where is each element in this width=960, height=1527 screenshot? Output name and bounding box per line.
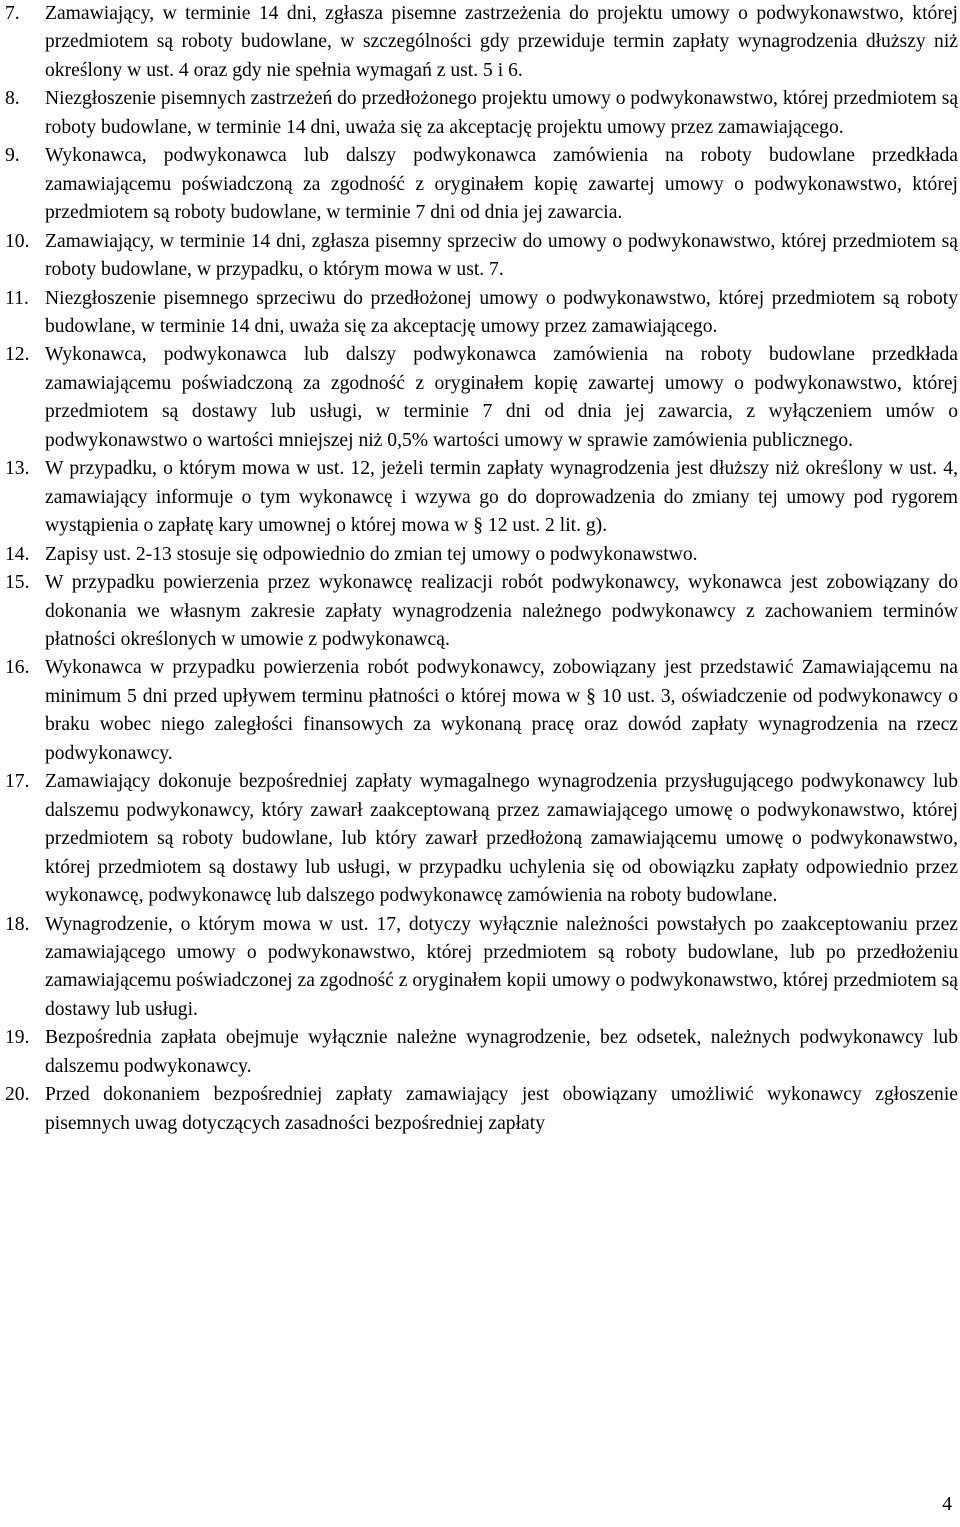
item-text: Zapisy ust. 2-13 stosuje się odpowiednio do zmian tej umowy o podwykonawstwo. — [45, 543, 698, 565]
list-item — [5, 0, 958, 85]
item-number: 10. — [5, 230, 30, 252]
list-item — [5, 768, 958, 910]
item-text: Zamawiający dokonuje bezpośredniej zapłaty wymagalnego wynagrodzenia przysługującego podwykonawcy lub dalszemu podwykonawcy, który zawarł zaakceptowaną przez zamawiającego umowę o podwykonawstwo, której przedmiotem są roboty budowlane, lub który zawarł przedłożoną zamawiającemu umowę o podwykonawstwo, której przedmiotem są dostawy lub usługi, w przypadku uchylenia się od obowiązku zapłaty odpowiednio przez wykonawcę, podwykonawcę lub dalszego podwykonawcę zamówienia na roboty budowlane. — [45, 771, 958, 907]
item-text: Wynagrodzenie, o którym mowa w ust. 17, dotyczy wyłącznie należności powstałych po zaakceptowaniu przez zamawiającego umowy o podwykonawstwo, której przedmiotem są roboty budowlane, lub po przedłożeniu zamawiającemu poświadczonej za zgodność z oryginałem kopii umowy o podwykonawstwo, której przedmiotem są dostawy lub usługi. — [45, 913, 958, 1020]
item-number: 19. — [5, 1027, 30, 1049]
item-text: Wykonawca w przypadku powierzenia robót podwykonawcy, zobowiązany jest przedstawić Zamawiającemu na minimum 5 dni przed upływem terminu płatności o której mowa w § 10 ust. 3, oświadczenie od podwykonawcy o braku wobec niego zaległości finansowych za wykonaną pracę oraz dowód zapłaty wynagrodzenia na rzecz podwykonawcy. — [45, 657, 958, 764]
item-number: 14. — [5, 543, 30, 565]
item-text: Przed dokonaniem bezpośredniej zapłaty zamawiający jest obowiązany umożliwić wykonawcy zgłoszenie pisemnych uwag dotyczących zasadności bezpośredniej zapłaty — [45, 1084, 958, 1134]
item-number: 9. — [5, 145, 20, 167]
item-text: W przypadku powierzenia przez wykonawcę realizacji robót podwykonawcy, wykonawca jest zobowiązany do dokonania we własnym zakresie zapłaty wynagrodzenia należnego podwykonawcy z zachowaniem terminów płatności określonych w umowie z podwykonawcą. — [45, 572, 958, 650]
item-text: Bezpośrednia zapłata obejmuje wyłącznie należne wynagrodzenie, bez odsetek, należnych podwykonawcy lub dalszemu podwykonawcy. — [45, 1027, 958, 1077]
item-text: Niezgłoszenie pisemnych zastrzeżeń do przedłożonego projektu umowy o podwykonawstwo, której przedmiotem są roboty budowlane, w terminie 14 dni, uważa się za akceptację projektu umowy przez zamawiającego. — [45, 88, 959, 138]
list-item — [5, 541, 958, 569]
item-number: 18. — [5, 913, 30, 935]
item-text: Niezgłoszenie pisemnego sprzeciwu do przedłożonej umowy o podwykonawstwo, której przedmiotem są roboty budowlane, w terminie 14 dni, uważa się za akceptację umowy przez zamawiającego. — [45, 287, 958, 337]
item-number: 20. — [5, 1084, 30, 1106]
item-text: Zamawiający, w terminie 14 dni, zgłasza pisemne zastrzeżenia do projektu umowy o podwykonawstwo, której przedmiotem są roboty budowlane, w szczególności gdy przewiduje termin zapłaty wynagrodzenia dłuższy niż określony w ust. 4 oraz gdy nie spełnia wymagań z ust. 5 i 6. — [45, 3, 958, 81]
item-number: 7. — [5, 3, 20, 24]
list-item — [5, 455, 958, 540]
item-text: W przypadku, o którym mowa w ust. 12, jeżeli termin zapłaty wynagrodzenia jest dłuższy niż określony w ust. 4, zamawiający informuje o tym wykonawcę i wzywa go do doprowadzenia do zmiany tej umowy pod rygorem wystąpienia o zapłatę kary umownej o której mowa w § 12 ust. 2 lit. g). — [45, 458, 958, 537]
document-page — [5, 0, 958, 1138]
item-number: 13. — [5, 458, 30, 480]
item-number: 8. — [5, 88, 20, 110]
list-item — [5, 85, 958, 142]
list-item — [5, 911, 958, 1025]
list-item — [5, 142, 958, 227]
list-item — [5, 1081, 958, 1138]
item-text: Zamawiający, w terminie 14 dni, zgłasza pisemny sprzeciw do umowy o podwykonawstwo, której przedmiotem są roboty budowlane, w przypadku, o którym mowa w ust. 7. — [45, 230, 958, 281]
list-item — [5, 569, 958, 654]
numbered-list — [5, 0, 958, 1138]
list-item — [5, 228, 958, 285]
item-number: 15. — [5, 572, 30, 594]
item-number: 12. — [5, 344, 30, 366]
item-number: 11. — [5, 287, 29, 309]
item-number: 17. — [5, 771, 30, 793]
list-item — [5, 654, 958, 768]
list-item — [5, 285, 958, 342]
list-item — [5, 1024, 958, 1081]
item-text: Wykonawca, podwykonawca lub dalszy podwykonawca zamówienia na roboty budowlane przedkłada zamawiającemu poświadczoną za zgodność z oryginałem kopię zawartej umowy o podwykonawstwo, której przedmiotem są dostawy lub usługi, w terminie 7 dni od dnia jej zawarcia, z wyłączeniem umów o podwykonawstwo o wartości mniejszej niż 0,5% wartości umowy w sprawie zamówienia publicznego. — [45, 344, 958, 451]
page-number: 4 — [942, 1494, 952, 1515]
item-number: 16. — [5, 657, 30, 679]
item-text: Wykonawca, podwykonawca lub dalszy podwykonawca zamówienia na roboty budowlane przedkłada zamawiającemu poświadczoną za zgodność z oryginałem kopię zawartej umowy o podwykonawstwo, której przedmiotem są roboty budowlane, w terminie 7 dni od dnia jej zawarcia. — [45, 145, 958, 224]
list-item — [5, 341, 958, 455]
